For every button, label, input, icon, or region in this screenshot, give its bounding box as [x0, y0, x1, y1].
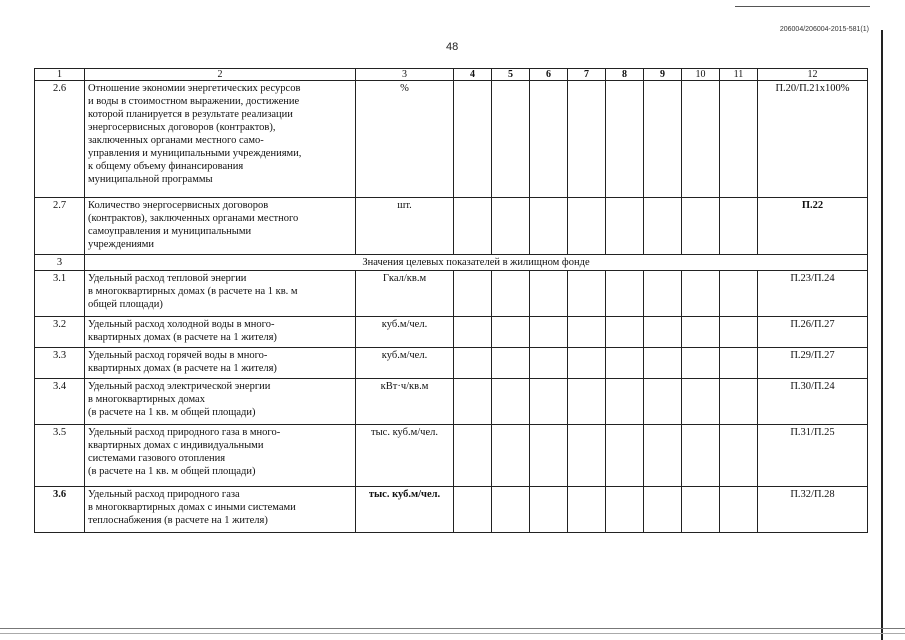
indicator-name-line: Количество энергосервисных договоров	[88, 200, 269, 211]
indicator-name-line: общей площади)	[88, 299, 163, 310]
calculation-formula: П.20/П.21х100%	[758, 81, 868, 198]
value-cell	[606, 81, 644, 198]
value-cell	[530, 487, 568, 533]
indicator-name	[85, 81, 356, 198]
value-cell	[568, 271, 606, 317]
value-cell	[606, 425, 644, 487]
value-cell	[720, 198, 758, 255]
row-number: 3.4	[35, 379, 85, 425]
table-row	[35, 348, 868, 379]
indicator-name-line: (в расчете на 1 кв. м общей площади)	[88, 407, 256, 418]
column-number: 3	[356, 69, 454, 81]
table-row	[35, 425, 868, 487]
value-cell	[644, 379, 682, 425]
indicator-name-line: в многоквартирных домах с иными системами	[88, 502, 296, 513]
section-title: Значения целевых показателей в жилищном фонде	[85, 255, 868, 271]
unit-of-measure: Гкал/кв.м	[356, 271, 454, 317]
calculation-formula: П.26/П.27	[758, 317, 868, 348]
value-cell	[644, 271, 682, 317]
indicator-name-line: Удельный расход горячей воды в много-	[88, 350, 268, 361]
value-cell	[606, 487, 644, 533]
unit-of-measure: тыс. куб.м/чел.	[356, 425, 454, 487]
value-cell	[454, 425, 492, 487]
table-row	[35, 379, 868, 425]
indicator-name	[85, 487, 356, 533]
value-cell	[720, 348, 758, 379]
value-cell	[606, 198, 644, 255]
column-number: 8	[606, 69, 644, 81]
indicator-name-line: (контрактов), заключенных органами местного	[88, 213, 299, 224]
value-cell	[492, 198, 530, 255]
row-number: 3	[35, 255, 85, 271]
column-number: 11	[720, 69, 758, 81]
indicator-name-line: в многоквартирных домах	[88, 394, 205, 405]
indicator-name-line: Удельный расход холодной воды в много-	[88, 319, 275, 330]
indicator-name	[85, 425, 356, 487]
unit-of-measure: кВт·ч/кв.м	[356, 379, 454, 425]
value-cell	[682, 81, 720, 198]
value-cell	[568, 81, 606, 198]
value-cell	[682, 271, 720, 317]
column-number: 12	[758, 69, 868, 81]
row-number: 3.1	[35, 271, 85, 317]
column-number: 1	[35, 69, 85, 81]
value-cell	[720, 487, 758, 533]
row-number: 3.6	[35, 487, 85, 533]
value-cell	[530, 317, 568, 348]
value-cell	[492, 425, 530, 487]
indicator-name-line: в многоквартирных домах (в расчете на 1 кв. м	[88, 286, 298, 297]
value-cell	[606, 271, 644, 317]
indicator-name-line: Отношение экономии энергетических ресурсов	[88, 83, 301, 94]
indicator-name	[85, 198, 356, 255]
table-body	[35, 69, 868, 533]
value-cell	[492, 379, 530, 425]
column-number-row	[35, 69, 868, 81]
page-number: 48	[446, 41, 459, 53]
bottom-rule-secondary	[0, 633, 905, 634]
row-number: 2.6	[35, 81, 85, 198]
scan-edge-line	[881, 30, 883, 640]
value-cell	[644, 348, 682, 379]
unit-of-measure: %	[356, 81, 454, 198]
value-cell	[682, 317, 720, 348]
value-cell	[682, 348, 720, 379]
row-number: 2.7	[35, 198, 85, 255]
indicator-name-line: Удельный расход природного газа	[88, 489, 240, 500]
value-cell	[682, 425, 720, 487]
column-number: 5	[492, 69, 530, 81]
column-number: 9	[644, 69, 682, 81]
value-cell	[530, 379, 568, 425]
value-cell	[568, 317, 606, 348]
calculation-formula: П.30/П.24	[758, 379, 868, 425]
indicator-name-line: квартирных домах с индивидуальными	[88, 440, 264, 451]
value-cell	[454, 487, 492, 533]
indicator-name	[85, 379, 356, 425]
value-cell	[568, 348, 606, 379]
value-cell	[530, 81, 568, 198]
value-cell	[682, 487, 720, 533]
value-cell	[454, 348, 492, 379]
value-cell	[606, 317, 644, 348]
indicator-name-line: и воды в стоимостном выражении, достижение	[88, 96, 300, 107]
unit-of-measure: куб.м/чел.	[356, 348, 454, 379]
value-cell	[530, 425, 568, 487]
value-cell	[454, 271, 492, 317]
table-row	[35, 271, 868, 317]
row-number: 3.2	[35, 317, 85, 348]
indicator-name	[85, 348, 356, 379]
indicator-name-line: заключенных органами местного само-	[88, 135, 264, 146]
value-cell	[606, 379, 644, 425]
value-cell	[720, 271, 758, 317]
value-cell	[644, 198, 682, 255]
value-cell	[568, 487, 606, 533]
indicators-table	[34, 68, 868, 533]
value-cell	[568, 379, 606, 425]
indicator-name-line: управления и муниципальными учреждениями,	[88, 148, 302, 159]
value-cell	[644, 81, 682, 198]
value-cell	[644, 425, 682, 487]
header-rule	[735, 6, 870, 7]
indicator-name-line: муниципальной программы	[88, 174, 213, 185]
column-number: 7	[568, 69, 606, 81]
indicator-name-line: (в расчете на 1 кв. м общей площади)	[88, 466, 256, 477]
indicator-name-line: которой планируется в результате реализации	[88, 109, 293, 120]
value-cell	[492, 317, 530, 348]
value-cell	[720, 425, 758, 487]
value-cell	[606, 348, 644, 379]
indicator-name-line: системами газового отопления	[88, 453, 226, 464]
unit-of-measure: шт.	[356, 198, 454, 255]
column-number: 2	[85, 69, 356, 81]
calculation-formula: П.23/П.24	[758, 271, 868, 317]
indicator-name-line: квартирных домах (в расчете на 1 жителя)	[88, 332, 277, 343]
value-cell	[644, 487, 682, 533]
indicator-name-line: энергосервисных договоров (контрактов),	[88, 122, 276, 133]
row-number: 3.5	[35, 425, 85, 487]
bottom-rule	[0, 628, 905, 629]
value-cell	[454, 379, 492, 425]
column-number: 6	[530, 69, 568, 81]
value-cell	[492, 487, 530, 533]
table-row	[35, 317, 868, 348]
unit-of-measure: тыс. куб.м/чел.	[356, 487, 454, 533]
value-cell	[568, 425, 606, 487]
calculation-formula: П.22	[758, 198, 868, 255]
value-cell	[492, 348, 530, 379]
value-cell	[568, 198, 606, 255]
document-id: 206004/206004-2015-581(1)	[779, 26, 869, 33]
value-cell	[454, 81, 492, 198]
value-cell	[530, 198, 568, 255]
value-cell	[530, 348, 568, 379]
value-cell	[454, 198, 492, 255]
table-row	[35, 81, 868, 198]
indicator-name	[85, 317, 356, 348]
calculation-formula: П.32/П.28	[758, 487, 868, 533]
column-number: 4	[454, 69, 492, 81]
indicator-name-line: учреждениями	[88, 239, 155, 250]
value-cell	[720, 379, 758, 425]
value-cell	[492, 81, 530, 198]
unit-of-measure: куб.м/чел.	[356, 317, 454, 348]
section-row	[35, 255, 868, 271]
indicator-name-line: Удельный расход электрической энергии	[88, 381, 271, 392]
indicator-name-line: к общему объему финансирования	[88, 161, 244, 172]
indicator-name-line: теплоснабжения (в расчете на 1 жителя)	[88, 515, 268, 526]
indicator-name	[85, 271, 356, 317]
indicator-name-line: самоуправления и муниципальными	[88, 226, 252, 237]
indicator-name-line: Удельный расход тепловой энергии	[88, 273, 247, 284]
value-cell	[720, 317, 758, 348]
value-cell	[454, 317, 492, 348]
indicator-name-line: квартирных домах (в расчете на 1 жителя)	[88, 363, 277, 374]
row-number: 3.3	[35, 348, 85, 379]
indicator-name-line: Удельный расход природного газа в много-	[88, 427, 281, 438]
calculation-formula: П.29/П.27	[758, 348, 868, 379]
value-cell	[682, 198, 720, 255]
calculation-formula: П.31/П.25	[758, 425, 868, 487]
table-row	[35, 198, 868, 255]
table-row	[35, 487, 868, 533]
value-cell	[492, 271, 530, 317]
column-number: 10	[682, 69, 720, 81]
value-cell	[530, 271, 568, 317]
value-cell	[720, 81, 758, 198]
value-cell	[644, 317, 682, 348]
value-cell	[682, 379, 720, 425]
